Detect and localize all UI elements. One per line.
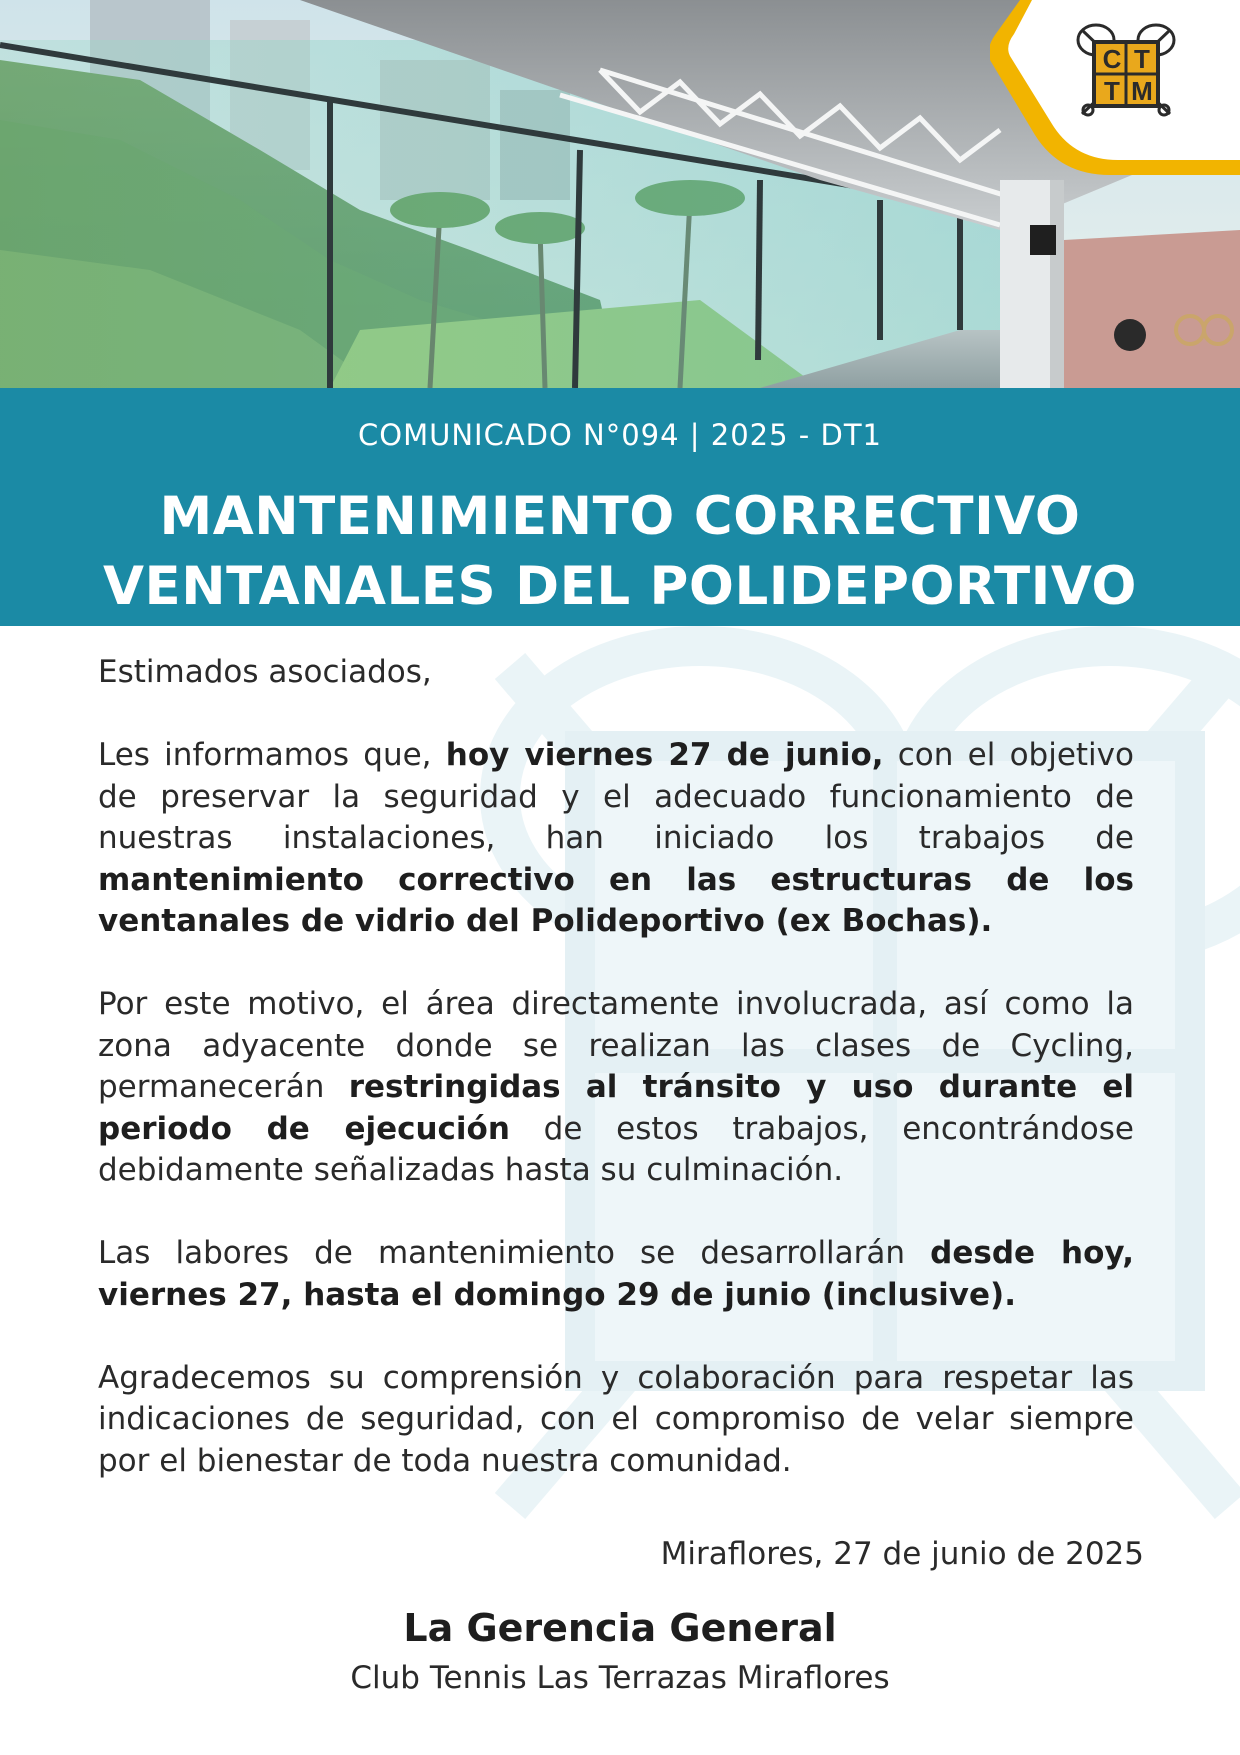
club-logo-badge — [990, 0, 1240, 180]
organization-name: Club Tennis Las Terrazas Miraflores — [350, 1660, 890, 1696]
paragraph-1-bold-date: hoy viernes 27 de junio, — [445, 737, 884, 773]
logo-letter-m: M — [1131, 76, 1153, 106]
paragraph-3-bold-dates: desde hoy, viernes 27, hasta el domingo 29 de junio (inclusive). — [98, 1235, 1135, 1313]
paragraph-1-text: Les informamos que, — [98, 737, 446, 773]
paragraph-1 — [98, 735, 1134, 943]
club-logo — [1074, 22, 1178, 122]
paragraph-3 — [98, 1233, 1134, 1316]
logo-letter-t1: T — [1134, 44, 1150, 74]
paragraph-1-bold-works: mantenimiento correctivo en las estructuras de los ventanales de vidrio del Polideportivo (ex Bochas). — [98, 861, 1134, 939]
paragraph-2-text: Por este motivo, el área directamente involucrada, así como la zona adyacente donde se realizan las clases de Cycling, permanecerán — [98, 986, 1134, 1105]
paragraph-4 — [98, 1358, 1134, 1483]
paragraph-2 — [98, 984, 1134, 1192]
title-line-2: VENTANALES DEL POLIDEPORTIVO — [103, 556, 1137, 617]
communique-number: COMUNICADO N°094 | 2025 - DT1 — [358, 418, 882, 452]
salutation: Estimados asociados, — [98, 654, 432, 690]
message-body — [98, 652, 1134, 1524]
place-date: Miraflores, 27 de junio de 2025 — [660, 1536, 1144, 1572]
signature-title: La Gerencia General — [403, 1606, 837, 1650]
paragraph-2-bold-restriction: restringidas al tránsito y uso durante el periodo de ejecución — [98, 1069, 1134, 1147]
title-line-1: MANTENIMIENTO CORRECTIVO — [159, 486, 1081, 547]
paragraph-4-text: Agradecemos su comprensión y colaboración para respetar las indicaciones de seguridad, con el compromiso de velar siempre por el bienestar de toda nuestra comunidad. — [98, 1359, 1134, 1479]
title-band — [0, 388, 1240, 626]
logo-letter-c: C — [1102, 44, 1122, 74]
page-title — [0, 482, 1240, 622]
paragraph-3-text: Las labores de mantenimiento se desarrollarán — [98, 1235, 931, 1271]
logo-letter-t2: T — [1104, 76, 1120, 106]
paragraph-1-text-cont: con el objetivo de preservar la seguridad y el adecuado funcionamiento de nuestras instalaciones, han iniciado los trabajos de — [98, 737, 1134, 856]
paragraph-2-text-cont: de estos trabajos, encontrándose debidamente señalizadas hasta su culminación. — [98, 1110, 1134, 1188]
